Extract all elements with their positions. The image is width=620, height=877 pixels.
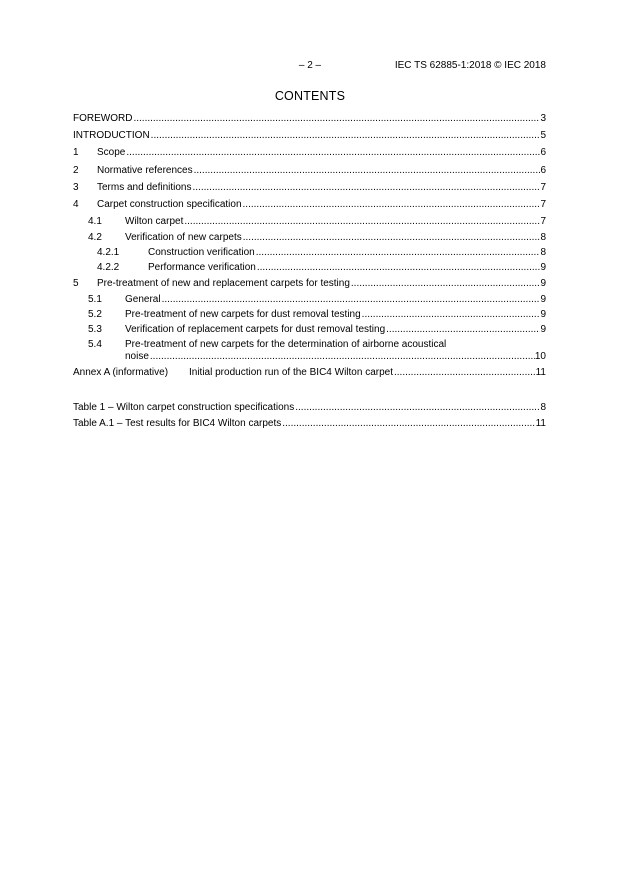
toc-page: 9 [540, 309, 546, 320]
dot-leader [257, 262, 541, 274]
page-number: – 2 – [298, 60, 322, 71]
contents-heading: CONTENTS [274, 89, 346, 103]
toc-entry-4-2-2 [73, 262, 546, 274]
toc-entry-5 [73, 278, 546, 290]
toc-title: Verification of replacement carpets for dust removal testing [125, 324, 386, 335]
dot-leader [150, 351, 535, 363]
toc-page: 9 [540, 262, 546, 273]
dot-leader [243, 232, 541, 244]
toc-title: Pre-treatment of new and replacement carpets for testing [97, 278, 350, 289]
toc-number: 5.1 [88, 294, 102, 305]
toc-entry-4 [73, 199, 546, 211]
dot-leader [184, 216, 540, 228]
toc-page: 8 [540, 247, 546, 258]
toc-title: FOREWORD [73, 113, 133, 124]
toc-title: Verification of new carpets [125, 232, 242, 243]
toc-number: 5.3 [88, 324, 102, 335]
toc-entry-5-2 [73, 309, 546, 321]
dot-leader [256, 247, 541, 259]
dot-leader [194, 165, 541, 177]
toc-title: Performance verification [148, 262, 256, 273]
toc-number: 4 [73, 199, 79, 210]
toc-entry-5-3 [73, 324, 546, 336]
toc-page: 6 [540, 165, 546, 176]
toc-number: 5.4 [88, 339, 102, 350]
toc-page: 5 [540, 130, 546, 141]
table-title: Table A.1 – Test results for BIC4 Wilton carpets [73, 418, 282, 429]
dot-leader [282, 418, 535, 430]
dot-leader [193, 182, 541, 194]
toc-page: 6 [540, 147, 546, 158]
toc-entry-4-2-1 [73, 247, 546, 259]
dot-leader [243, 199, 541, 211]
dot-leader [394, 367, 536, 379]
toc-entry-annex-a [73, 367, 546, 379]
toc-title: INTRODUCTION [73, 130, 150, 141]
toc-number: 4.1 [88, 216, 102, 227]
toc-entry-1 [73, 147, 546, 159]
toc-page: 7 [540, 199, 546, 210]
toc-title-line-2: noise [125, 351, 149, 362]
toc-page: 7 [540, 182, 546, 193]
toc-number: 4.2 [88, 232, 102, 243]
toc-page: 11 [535, 367, 546, 378]
dot-leader [351, 278, 541, 290]
toc-title-line-1: Pre-treatment of new carpets for the determination of airborne acoustical [125, 339, 447, 350]
dot-leader [151, 130, 541, 142]
dot-leader [133, 113, 540, 125]
dot-leader [362, 309, 541, 321]
toc-entry-5-1 [73, 294, 546, 306]
dot-leader [295, 402, 540, 414]
toc-entry-4-2 [73, 232, 546, 244]
toc-page: 9 [540, 324, 546, 335]
table-page: 8 [540, 402, 546, 413]
toc-title: Normative references [97, 165, 193, 176]
toc-title: Initial production run of the BIC4 Wilton carpet [189, 367, 393, 378]
toc-title: Scope [97, 147, 126, 158]
toc-entry-5-4 [73, 339, 546, 362]
toc-title: Terms and definitions [97, 182, 192, 193]
table-list-entry-1 [73, 402, 546, 414]
toc-title: Carpet construction specification [97, 199, 242, 210]
toc-entry-3 [73, 182, 546, 194]
toc-page: 8 [540, 232, 546, 243]
toc-entry-2 [73, 165, 546, 177]
dot-leader [126, 147, 540, 159]
toc-title: Wilton carpet [125, 216, 184, 227]
toc-number: 3 [73, 182, 79, 193]
toc-number: 4.2.2 [97, 262, 120, 273]
toc-number: 4.2.1 [97, 247, 120, 258]
annex-label: Annex A (informative) [73, 367, 169, 378]
table-list-entry-a1 [73, 418, 546, 430]
toc-page: 10 [534, 351, 546, 362]
document-reference: IEC TS 62885-1:2018 © IEC 2018 [394, 60, 546, 71]
toc-page: 7 [540, 216, 546, 227]
toc-entry-4-1 [73, 216, 546, 228]
toc-number: 5.2 [88, 309, 102, 320]
toc-number: 5 [73, 278, 79, 289]
dot-leader [386, 324, 540, 336]
table-title: Table 1 – Wilton carpet construction specifications [73, 402, 295, 413]
table-page: 11 [535, 418, 546, 429]
toc-title: Pre-treatment of new carpets for dust removal testing [125, 309, 361, 320]
toc-page: 3 [540, 113, 546, 124]
toc-number: 2 [73, 165, 79, 176]
toc-number: 1 [73, 147, 79, 158]
toc-entry-introduction [73, 130, 546, 142]
toc-title: Construction verification [148, 247, 255, 258]
dot-leader [162, 294, 541, 306]
toc-page: 9 [540, 294, 546, 305]
toc-page: 9 [540, 278, 546, 289]
toc-title: General [125, 294, 161, 305]
toc-entry-foreword [73, 113, 546, 125]
